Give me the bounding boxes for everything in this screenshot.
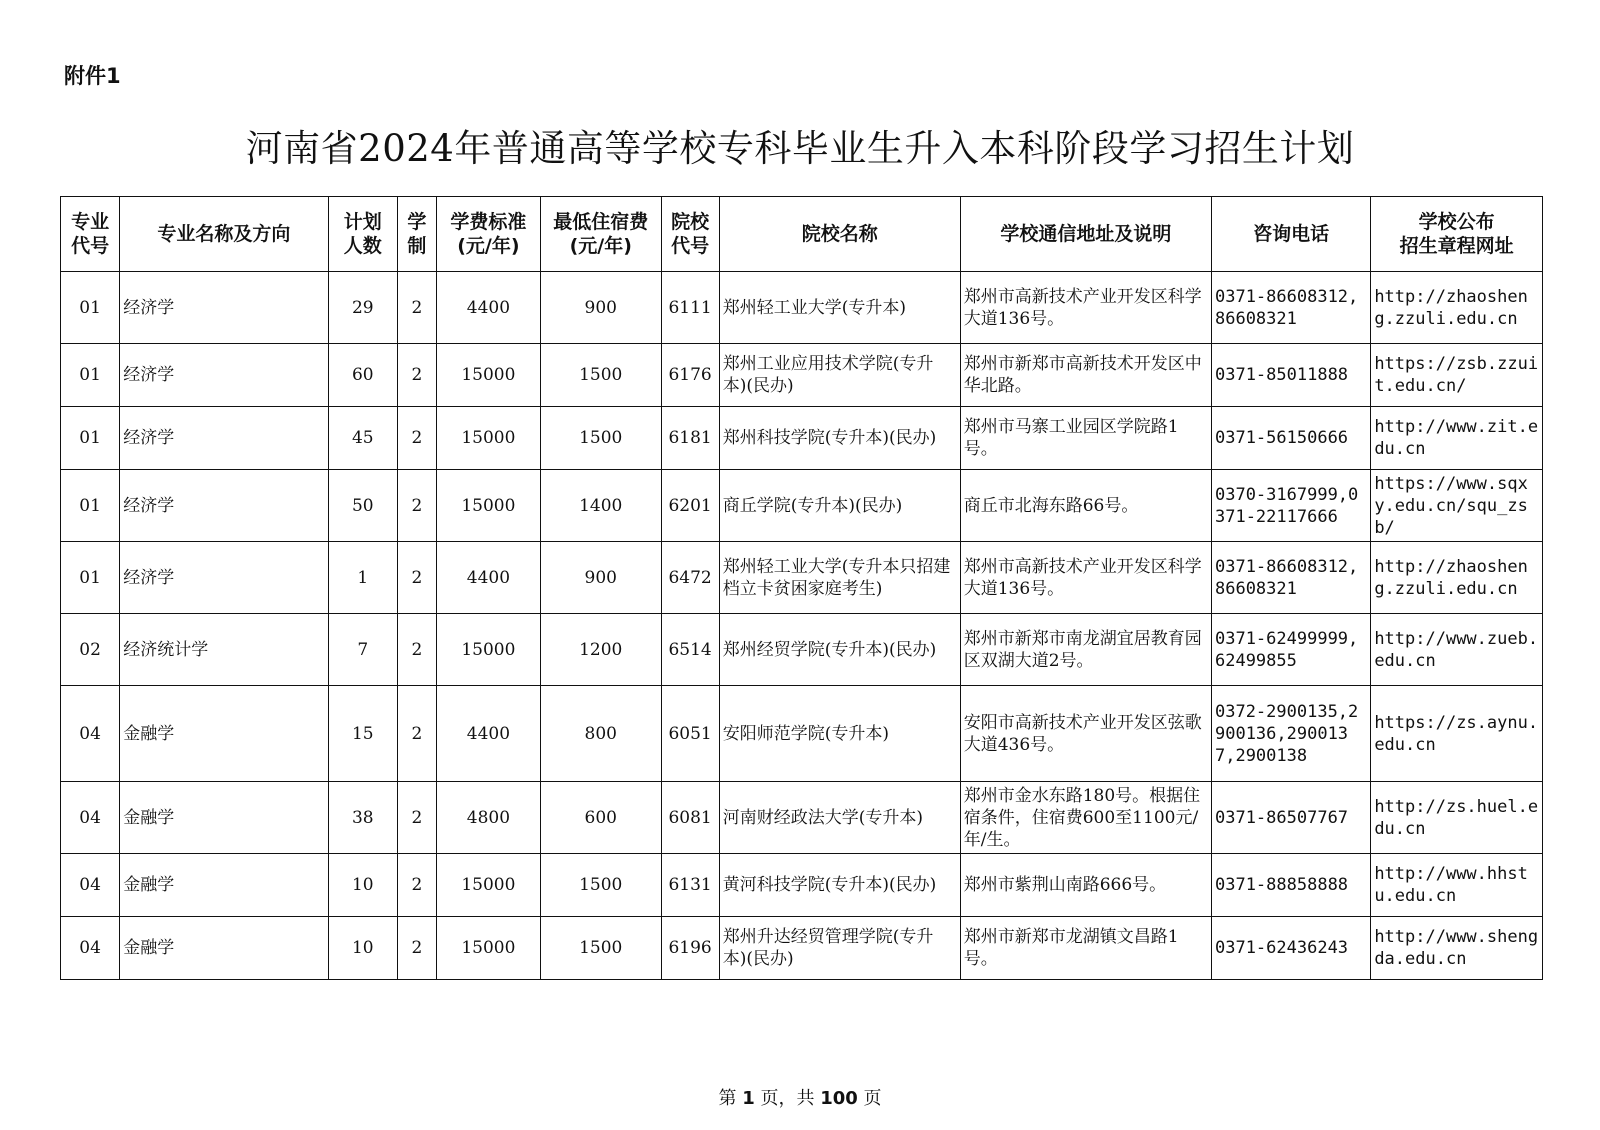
cell-address: 郑州市新郑市南龙湖宜居教育园区双湖大道2号。: [960, 614, 1211, 686]
cell-school-code: 6111: [661, 272, 719, 344]
cell-major-code: 04: [61, 854, 120, 917]
page-footer: 第 1 页，共 100 页: [718, 1088, 882, 1109]
cell-years: 2: [398, 686, 437, 782]
attachment-label: 附件1: [64, 64, 121, 88]
cell-school-name: 郑州工业应用技术学院(专升本)(民办): [719, 344, 960, 407]
cell-plan-count: 60: [328, 344, 397, 407]
cell-major-name: 经济统计学: [120, 614, 328, 686]
cell-tuition: 15000: [436, 344, 540, 407]
header-major-code: 专业 代号: [61, 197, 120, 272]
cell-major-name: 经济学: [120, 344, 328, 407]
cell-dorm-fee: 900: [540, 542, 661, 614]
header-dorm-fee: 最低住宿费 (元/年): [540, 197, 661, 272]
cell-website-link[interactable]: http://zhaosheng.zzuli.edu.cn: [1371, 542, 1543, 614]
cell-years: 2: [398, 614, 437, 686]
cell-tuition: 4400: [436, 686, 540, 782]
cell-tuition: 4800: [436, 782, 540, 854]
cell-school-name: 郑州轻工业大学(专升本只招建档立卡贫困家庭考生): [719, 542, 960, 614]
cell-tuition: 15000: [436, 407, 540, 470]
cell-major-code: 04: [61, 782, 120, 854]
cell-tuition: 4400: [436, 542, 540, 614]
cell-dorm-fee: 800: [540, 686, 661, 782]
cell-major-code: 02: [61, 614, 120, 686]
cell-dorm-fee: 1500: [540, 407, 661, 470]
cell-dorm-fee: 1400: [540, 470, 661, 542]
cell-website-link[interactable]: http://www.zueb.edu.cn: [1371, 614, 1543, 686]
cell-years: 2: [398, 782, 437, 854]
cell-major-code: 04: [61, 686, 120, 782]
cell-school-name: 郑州科技学院(专升本)(民办): [719, 407, 960, 470]
table-row: [61, 854, 1543, 917]
cell-phone: 0371-62499999,62499855: [1211, 614, 1370, 686]
cell-dorm-fee: 1500: [540, 344, 661, 407]
cell-major-name: 金融学: [120, 917, 328, 980]
header-plan-count: 计划 人数: [328, 197, 397, 272]
table-row: [61, 542, 1543, 614]
cell-years: 2: [398, 917, 437, 980]
table-row: [61, 470, 1543, 542]
cell-major-code: 01: [61, 344, 120, 407]
cell-tuition: 15000: [436, 917, 540, 980]
cell-website-link[interactable]: https://zs.aynu.edu.cn: [1371, 686, 1543, 782]
cell-school-code: 6514: [661, 614, 719, 686]
header-address: 学校通信地址及说明: [960, 197, 1211, 272]
cell-address: 郑州市高新技术产业开发区科学大道136号。: [960, 272, 1211, 344]
cell-website-link[interactable]: http://www.hhstu.edu.cn: [1371, 854, 1543, 917]
cell-school-code: 6196: [661, 917, 719, 980]
total-page-count: 100: [820, 1088, 858, 1109]
header-major-name: 专业名称及方向: [120, 197, 328, 272]
cell-phone: 0371-85011888: [1211, 344, 1370, 407]
cell-school-code: 6131: [661, 854, 719, 917]
cell-dorm-fee: 1200: [540, 614, 661, 686]
cell-school-name: 郑州轻工业大学(专升本): [719, 272, 960, 344]
cell-plan-count: 45: [328, 407, 397, 470]
cell-dorm-fee: 600: [540, 782, 661, 854]
cell-major-code: 01: [61, 272, 120, 344]
table-row: [61, 344, 1543, 407]
cell-school-code: 6081: [661, 782, 719, 854]
cell-phone: 0371-86608312,86608321: [1211, 272, 1370, 344]
cell-website-link[interactable]: http://zs.huel.edu.cn: [1371, 782, 1543, 854]
cell-years: 2: [398, 854, 437, 917]
header-school-code: 院校 代号: [661, 197, 719, 272]
table-row: [61, 614, 1543, 686]
cell-website-link[interactable]: http://www.zit.edu.cn: [1371, 407, 1543, 470]
cell-phone: 0370-3167999,0371-22117666: [1211, 470, 1370, 542]
cell-address: 郑州市金水东路180号。根据住宿条件，住宿费600至1100元/年/生。: [960, 782, 1211, 854]
header-tuition: 学费标准 (元/年): [436, 197, 540, 272]
cell-plan-count: 10: [328, 917, 397, 980]
cell-phone: 0371-86507767: [1211, 782, 1370, 854]
cell-dorm-fee: 1500: [540, 917, 661, 980]
cell-major-name: 经济学: [120, 470, 328, 542]
cell-major-name: 经济学: [120, 542, 328, 614]
cell-plan-count: 10: [328, 854, 397, 917]
cell-phone: 0371-62436243: [1211, 917, 1370, 980]
cell-major-name: 经济学: [120, 407, 328, 470]
cell-website-link[interactable]: http://zhaosheng.zzuli.edu.cn: [1371, 272, 1543, 344]
cell-phone: 0372-2900135,2900136,2900137,2900138: [1211, 686, 1370, 782]
cell-school-name: 安阳师范学院(专升本): [719, 686, 960, 782]
current-page-number: 1: [742, 1088, 755, 1109]
cell-major-code: 04: [61, 917, 120, 980]
cell-major-name: 金融学: [120, 854, 328, 917]
cell-website-link[interactable]: https://www.sqxy.edu.cn/squ_zsb/: [1371, 470, 1543, 542]
cell-address: 郑州市紫荆山南路666号。: [960, 854, 1211, 917]
cell-tuition: 4400: [436, 272, 540, 344]
cell-major-code: 01: [61, 470, 120, 542]
cell-years: 2: [398, 542, 437, 614]
cell-school-name: 郑州经贸学院(专升本)(民办): [719, 614, 960, 686]
cell-address: 商丘市北海东路66号。: [960, 470, 1211, 542]
table-row: [61, 272, 1543, 344]
cell-major-name: 金融学: [120, 782, 328, 854]
cell-address: 郑州市新郑市高新技术开发区中华北路。: [960, 344, 1211, 407]
enrollment-plan-table: [60, 196, 1543, 980]
cell-major-code: 01: [61, 542, 120, 614]
cell-major-code: 01: [61, 407, 120, 470]
cell-plan-count: 29: [328, 272, 397, 344]
cell-school-name: 河南财经政法大学(专升本): [719, 782, 960, 854]
header-school-name: 院校名称: [719, 197, 960, 272]
cell-plan-count: 38: [328, 782, 397, 854]
table-row: [61, 407, 1543, 470]
cell-phone: 0371-88858888: [1211, 854, 1370, 917]
cell-phone: 0371-56150666: [1211, 407, 1370, 470]
cell-website-link[interactable]: http://www.shengda.edu.cn: [1371, 917, 1543, 980]
header-phone: 咨询电话: [1211, 197, 1370, 272]
cell-tuition: 15000: [436, 614, 540, 686]
cell-school-name: 黄河科技学院(专升本)(民办): [719, 854, 960, 917]
cell-website-link[interactable]: https://zsb.zzuit.edu.cn/: [1371, 344, 1543, 407]
cell-years: 2: [398, 407, 437, 470]
cell-school-code: 6201: [661, 470, 719, 542]
cell-plan-count: 15: [328, 686, 397, 782]
cell-address: 安阳市高新技术产业开发区弦歌大道436号。: [960, 686, 1211, 782]
cell-tuition: 15000: [436, 470, 540, 542]
cell-major-name: 金融学: [120, 686, 328, 782]
cell-school-code: 6051: [661, 686, 719, 782]
table-row: [61, 686, 1543, 782]
cell-school-code: 6472: [661, 542, 719, 614]
cell-years: 2: [398, 272, 437, 344]
cell-tuition: 15000: [436, 854, 540, 917]
cell-plan-count: 1: [328, 542, 397, 614]
cell-address: 郑州市新郑市龙湖镇文昌路1号。: [960, 917, 1211, 980]
page-title: 河南省2024年普通高等学校专科毕业生升入本科阶段学习招生计划: [245, 127, 1355, 170]
header-years: 学 制: [398, 197, 437, 272]
cell-plan-count: 7: [328, 614, 397, 686]
cell-years: 2: [398, 344, 437, 407]
table-row: [61, 917, 1543, 980]
cell-phone: 0371-86608312,86608321: [1211, 542, 1370, 614]
table-header-row: [61, 197, 1543, 272]
cell-school-name: 商丘学院(专升本)(民办): [719, 470, 960, 542]
cell-major-name: 经济学: [120, 272, 328, 344]
cell-school-code: 6181: [661, 407, 719, 470]
cell-address: 郑州市高新技术产业开发区科学大道136号。: [960, 542, 1211, 614]
cell-dorm-fee: 900: [540, 272, 661, 344]
cell-school-code: 6176: [661, 344, 719, 407]
cell-school-name: 郑州升达经贸管理学院(专升本)(民办): [719, 917, 960, 980]
cell-years: 2: [398, 470, 437, 542]
cell-address: 郑州市马寨工业园区学院路1号。: [960, 407, 1211, 470]
cell-dorm-fee: 1500: [540, 854, 661, 917]
cell-plan-count: 50: [328, 470, 397, 542]
header-website: 学校公布 招生章程网址: [1371, 197, 1543, 272]
table-row: [61, 782, 1543, 854]
